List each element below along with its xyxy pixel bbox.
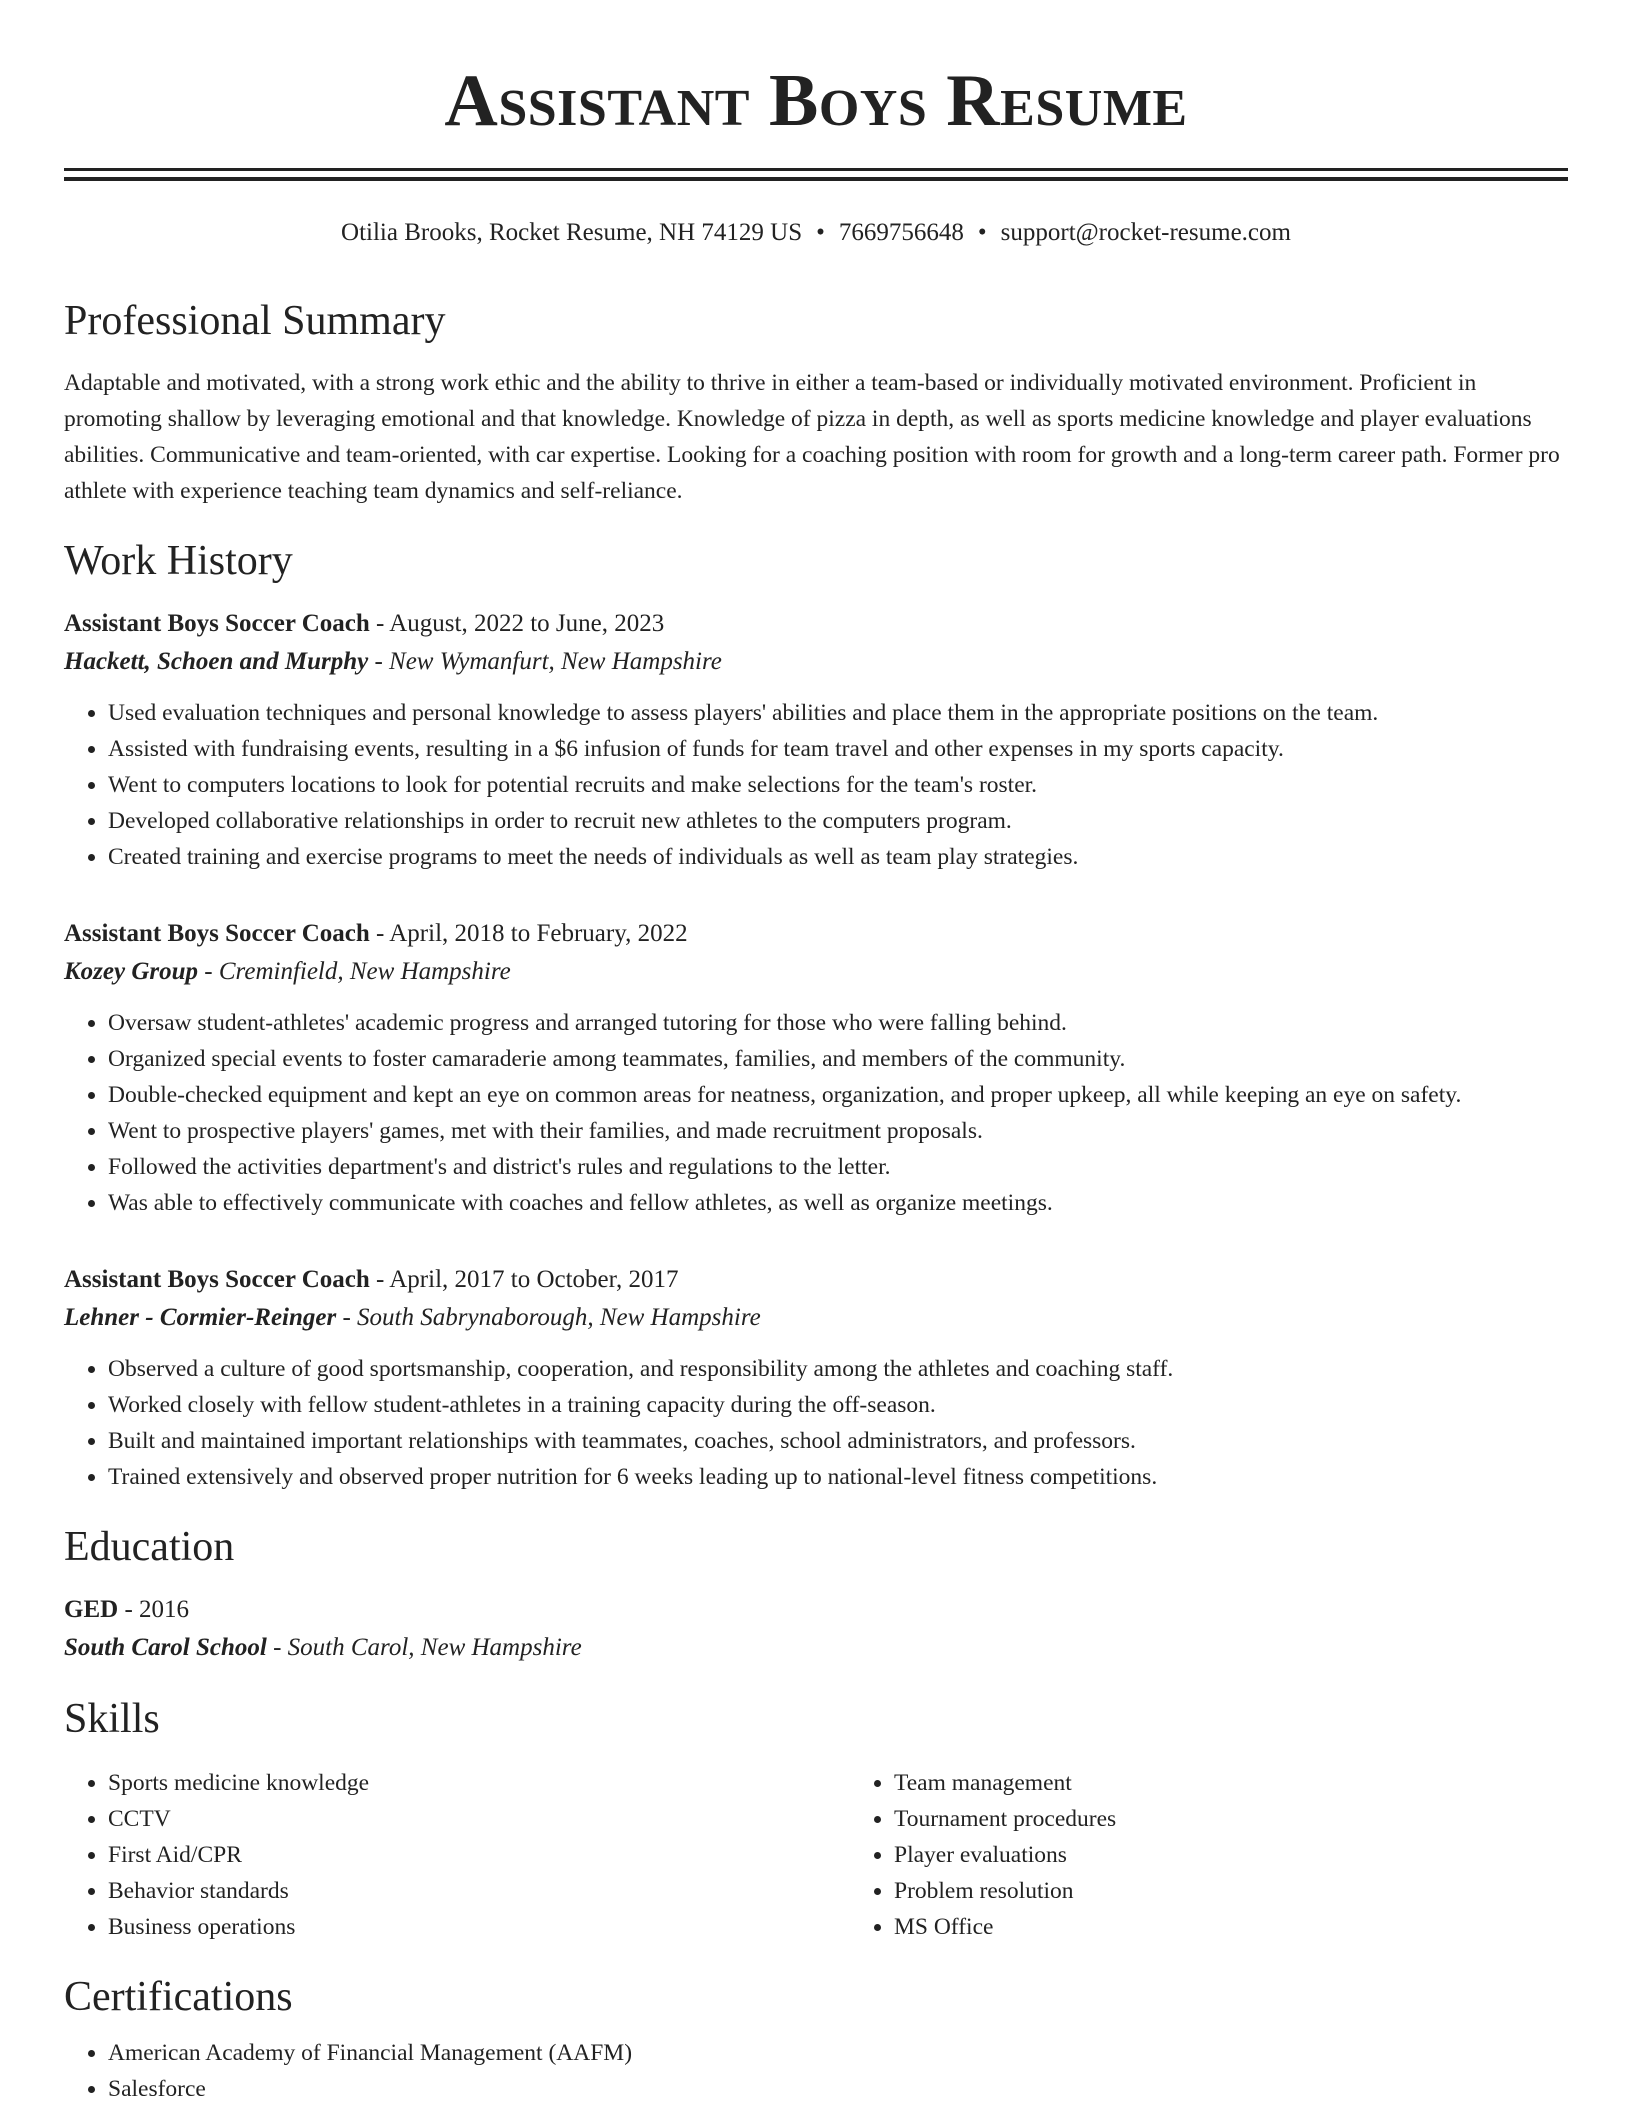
- employer-location: - New Wymanfurt, New Hampshire: [368, 648, 722, 675]
- job-dates: - April, 2018 to February, 2022: [369, 920, 688, 947]
- school-location: - South Carol, New Hampshire: [266, 1634, 582, 1661]
- job-title: Assistant Boys Soccer Coach: [64, 920, 370, 947]
- job-duty: • Observed a culture of good sportsmanship, cooperation, and responsibility among the athletes and coaching staff.: [108, 1351, 1568, 1387]
- job-title-line: [64, 1261, 1568, 1299]
- job-dates: - April, 2017 to October, 2017: [369, 1266, 679, 1293]
- job-entry: [64, 1261, 1568, 1495]
- education-entry: [64, 1591, 1568, 1667]
- job-duty: • Went to computers locations to look for potential recruits and make selections for the team's roster.: [108, 767, 1568, 803]
- employer-name: Hackett, Schoen and Murphy: [64, 648, 369, 675]
- school-line: [64, 1629, 1568, 1667]
- employer-location: - South Sabrynaborough, New Hampshire: [336, 1304, 761, 1331]
- summary-text: Adaptable and motivated, with a strong work ethic and the ability to thrive in either a team-based or individually motivated environment. Proficient in promoting shallow by leveraging emotional and that knowledge. Knowledge of pizza in depth, as well as sports medicine knowledge and player evaluations abilities. Communicative and team-oriented, with car expertise. Looking for a coaching position with room for growth and a long-term career path. Former pro athlete with experience teaching team dynamics and self-reliance.: [64, 370, 1560, 504]
- contact-address: Otilia Brooks, Rocket Resume, NH 74129 US: [341, 219, 803, 246]
- degree-line: [64, 1591, 1568, 1629]
- skill-item: • Problem resolution: [894, 1873, 1632, 1909]
- job-duty: • Trained extensively and observed proper nutrition for 6 weeks leading up to national-level fitness competitions.: [108, 1459, 1568, 1495]
- job-entry: [64, 605, 1568, 875]
- summary-heading: Professional Summary: [64, 298, 446, 344]
- skill-item: • Team management: [894, 1765, 1632, 1801]
- skill-item: • Behavior standards: [108, 1873, 850, 1909]
- skills-list-left: [64, 1765, 850, 1945]
- employer-line: [64, 953, 1568, 991]
- certifications-heading: Certifications: [64, 1974, 293, 2020]
- skill-item: • Business operations: [108, 1909, 850, 1945]
- job-duty: • Followed the activities department's and district's rules and regulations to the letter.: [108, 1149, 1568, 1185]
- skill-item: • CCTV: [108, 1801, 850, 1837]
- job-title-line: [64, 605, 1568, 643]
- resume-page: [64, 0, 1568, 2107]
- skills-heading: Skills: [64, 1696, 160, 1742]
- skills-columns: [64, 1765, 1568, 1945]
- job-duty: • Assisted with fundraising events, resulting in a $6 infusion of funds for team travel and other expenses in my sports capacity.: [108, 731, 1568, 767]
- skill-item: • Player evaluations: [894, 1837, 1632, 1873]
- certification-item: • American Academy of Financial Management (AAFM): [108, 2035, 1568, 2071]
- job-duties: [64, 1351, 1568, 1495]
- job-duty: • Was able to effectively communicate with coaches and fellow athletes, as well as organize meetings.: [108, 1185, 1568, 1221]
- certification-item: • Salesforce: [108, 2071, 1568, 2107]
- contact-line: [64, 217, 1568, 249]
- employer-line: [64, 643, 1568, 681]
- job-duty: • Developed collaborative relationships in order to recruit new athletes to the computers program.: [108, 803, 1568, 839]
- certifications-list: [64, 2035, 1568, 2107]
- title-divider-top: [64, 168, 1568, 171]
- school-name: South Carol School: [64, 1634, 267, 1661]
- job-duty: • Oversaw student-athletes' academic progress and arranged tutoring for those who were falling behind.: [108, 1005, 1568, 1041]
- employer-location: - Creminfield, New Hampshire: [198, 958, 511, 985]
- degree-year: - 2016: [118, 1596, 190, 1623]
- title-divider-bottom: [64, 177, 1568, 181]
- skill-item: • MS Office: [894, 1909, 1632, 1945]
- job-duty: • Created training and exercise programs to meet the needs of individuals as well as team play strategies.: [108, 839, 1568, 875]
- job-duties: [64, 1005, 1568, 1221]
- resume-title: Assistant Boys Resume: [444, 60, 1188, 142]
- contact-phone: 7669756648: [838, 219, 964, 246]
- job-title: Assistant Boys Soccer Coach: [64, 1266, 370, 1293]
- job-duty: • Built and maintained important relationships with teammates, coaches, school administrators, and professors.: [108, 1423, 1568, 1459]
- contact-separator: •: [816, 219, 825, 246]
- job-duties: [64, 695, 1568, 875]
- job-dates: - August, 2022 to June, 2023: [369, 610, 665, 637]
- skill-item: • Tournament procedures: [894, 1801, 1632, 1837]
- degree-name: GED: [64, 1596, 119, 1623]
- job-duty: • Double-checked equipment and kept an eye on common areas for neatness, organization, and proper upkeep, all while keeping an eye on safety.: [108, 1077, 1568, 1113]
- job-entry: [64, 915, 1568, 1221]
- job-title-line: [64, 915, 1568, 953]
- employer-name: Kozey Group: [64, 958, 199, 985]
- job-duty: • Worked closely with fellow student-athletes in a training capacity during the off-season.: [108, 1387, 1568, 1423]
- employer-name: Lehner - Cormier-Reinger: [64, 1304, 337, 1331]
- job-duty: • Went to prospective players' games, met with their families, and made recruitment proposals.: [108, 1113, 1568, 1149]
- employer-line: [64, 1299, 1568, 1337]
- skill-item: • First Aid/CPR: [108, 1837, 850, 1873]
- contact-separator: •: [977, 219, 987, 246]
- job-duty: • Used evaluation techniques and personal knowledge to assess players' abilities and place them in the appropriate positions on the team.: [108, 695, 1568, 731]
- work-history-heading: Work History: [64, 538, 293, 584]
- education-heading: Education: [64, 1524, 235, 1570]
- job-duty: • Organized special events to foster camaraderie among teammates, families, and members of the community.: [108, 1041, 1568, 1077]
- contact-email: support@rocket-resume.com: [1000, 219, 1291, 246]
- job-title: Assistant Boys Soccer Coach: [64, 610, 370, 637]
- skills-list-right: [850, 1765, 1632, 1945]
- skill-item: • Sports medicine knowledge: [108, 1765, 850, 1801]
